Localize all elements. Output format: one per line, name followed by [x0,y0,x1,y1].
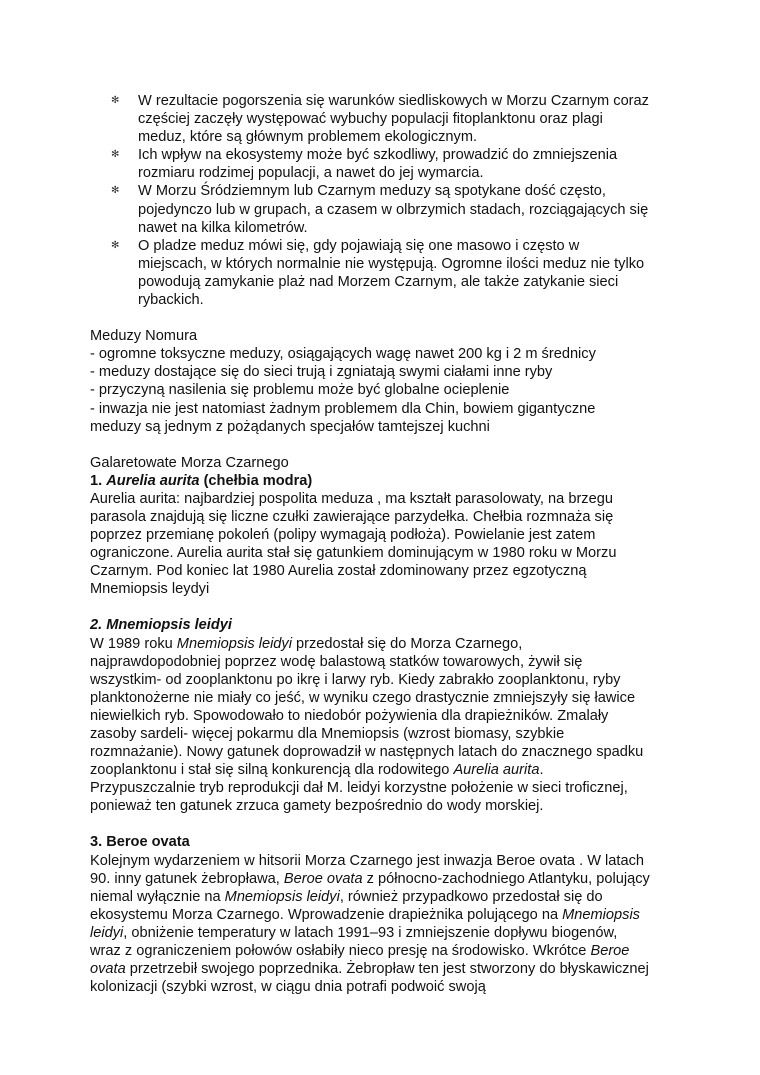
asterisk-bullet-icon: ✻ [111,185,120,197]
list-item: ✻ O pladze meduz mówi się, gdy pojawiają się one masowo i często w miejscach, w których normalnie nie występują. Ogromne ilości meduz nie tylko powodują zamykanie plaż nad Morzem Czarnym, ale także zatykanie sieci rybackich. [111,237,645,309]
nomura-line: - meduzy dostające się do sieci trują i zgniatają swymi ciałami inne ryby [90,364,553,381]
nomura-line: - przyczyną nasilenia się problemu może być globalne ocieplenie [90,382,510,399]
list-item: ✻ W Morzu Śródziemnym lub Czarnym meduzy są spotykane dość często, pojedynczo lub w grupach, a czasem w olbrzymich stadach, rozciągających się nawet na kilka kilometrów. [111,183,649,236]
nomura-line: - ogromne toksyczne meduzy, osiągających wagę nawet 200 kg i 2 m średnicy [90,346,596,363]
aurelia-heading: 1. Aurelia aurita (chełbia modra) [90,472,313,489]
asterisk-bullet-icon: ✻ [111,239,120,251]
mnemiopsis-heading: 2. Mnemiopsis leidyi [90,617,232,634]
list-item: ✻ W rezultacie pogorszenia się warunków siedliskowych w Morzu Czarnym coraz częściej zaczęły występować wybuchy populacji fitoplanktonu oraz plagi meduz, które są głównym problemem ekologicznym. [111,93,649,146]
asterisk-bullet-icon: ✻ [111,95,120,106]
mnemiopsis-paragraph: W 1989 roku Mnemiopsis leidyi przedostał się do Morza Czarnego, najprawdopodobniej poprzez wodę balastową statków towarowych, żywił się wszystkim- od zooplanktonu po ikrę i larwy ryb. Kiedy zabrakło zooplanktonu, ryby planktonożerne nie miały co jeść, w wyniku czego drastycznie zmniejszyły się ławice niewielkich ryb. Spowodowało to niedobór pożywienia dla drapieżników. Zmalały zasoby sardeli- więcej pokarmu dla Mnemiopsis (wzrost biomasy, szybkie rozmnażanie). Nowy gatunek doprowadził w następnych latach do znacznego spadku zooplanktonu i stał się silną konkurencją dla rodowitego Aurelia aurita. Przypuszczalnie tryb reprodukcji dał M. leidyi korzystne położenie w sieci troficznej, ponieważ ten gatunek zrzuca gamety bezpośrednio do wody morskiej. [90,635,644,815]
asterisk-bullet-icon: ✻ [111,149,120,161]
list-item: ✻ Ich wpływ na ekosystemy może być szkodliwy, prowadzić do zmniejszenia rozmiaru rodzimej populacji, a nawet do jej wymarcia. [111,147,618,182]
nomura-line: - inwazja nie jest natomiast żadnym problemem dla Chin, bowiem gigantyczne meduzy są jednym z pożądanych specjałów tamtejszej kuchni [90,400,596,435]
beroe-heading: 3. Beroe ovata [90,834,190,851]
document-body [90,92,650,996]
nomura-title: Meduzy Nomura [90,328,198,345]
beroe-paragraph: Kolejnym wydarzeniem w hitsorii Morza Czarnego jest inwazja Beroe ovata . W latach 90. inny gatunek żebropława, Beroe ovata z północno-zachodniego Atlantyku, polujący niemal wyłącznie na Mnemiopsis leidyi, również przypadkowo przedostał się do ekosystemu Morza Czarnego. Wprowadzenie drapieżnika polującego na Mnemiopsis leidyi, obniżenie temperatury w latach 1991–93 i zmniejszenie dopływu biogenów, wraz z ograniczeniem połowów osłabiły nieco presję na środowisko. Wkrótce Beroe ovata przetrzebił swojego poprzednika. Żebropław ten jest stworzony do błyskawicznej kolonizacji (szybki wzrost, w ciągu dnia potrafi podwoić swoją [90,852,650,996]
bullet-list [90,92,650,309]
aurelia-paragraph: Aurelia aurita: najbardziej pospolita meduza , ma kształt parasolowaty, na brzegu parasola znajdują się liczne czułki zawierające parzydełka. Chełbia rozmnaża się poprzez przemianę pokoleń (polipy wymagają podłoża). Powielanie jest zatem ograniczone. Aurelia aurita stał się gatunkiem dominującym w 1980 roku w Morzu Czarnym. Pod koniec lat 1980 Aurelia został zdominowany przez egzotyczną Mnemiopsis leydyi [90,490,617,598]
section-title: Galaretowate Morza Czarnego [90,454,289,471]
